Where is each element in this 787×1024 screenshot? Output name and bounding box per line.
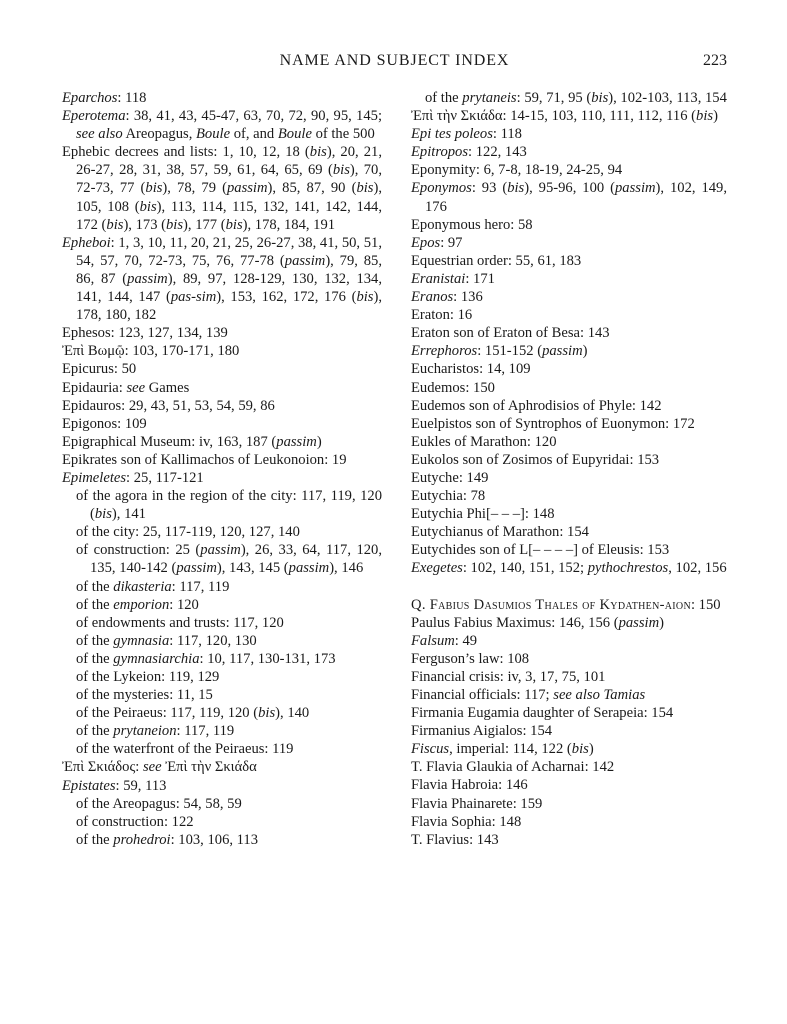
entry-text: T. Flavia Glaukia of Acharnai: 142: [411, 759, 615, 776]
entry-text: : 38, 41, 43, 45-47, 63, 70, 72, 90, 95, 145;: [125, 108, 382, 125]
index-subentry: [62, 487, 382, 523]
entry-text: Eukles of Marathon: 120: [411, 433, 557, 450]
index-entry: [62, 433, 382, 451]
entry-text: Epikrates son of Kallimachos of Leukonoion: 19: [62, 451, 347, 468]
italic-term: bis: [106, 216, 124, 233]
index-entry: [411, 360, 727, 378]
entry-text: Eudemos: 150: [411, 379, 495, 396]
index-entry: [411, 125, 727, 143]
entry-text: of the: [76, 723, 114, 740]
index-entry: [411, 758, 727, 776]
entry-text: Financial officials: 117;: [411, 687, 554, 703]
entry-text: ), 26, 33, 64, 117, 120, 135, 140-142 (: [90, 542, 382, 577]
italic-term: see also Tamias: [553, 687, 646, 703]
entry-text: Ferguson’s law: 108: [411, 650, 530, 667]
italic-term: Fiscus: [411, 741, 450, 758]
index-entry: [62, 89, 382, 107]
entry-text: of the: [425, 90, 463, 106]
entry-text: ): [713, 108, 718, 125]
index-entry: [411, 179, 727, 215]
index-entry: [411, 776, 727, 794]
entry-text: of the city: 25, 117-119, 120, 127, 140: [76, 524, 300, 541]
index-column-right: [411, 89, 727, 849]
entry-text: : 117, 119: [176, 723, 235, 740]
index-entry: [411, 161, 727, 179]
entry-text: : 59, 113: [115, 777, 167, 794]
italic-term: bis: [571, 741, 589, 758]
italic-term: passim: [226, 180, 268, 197]
index-entry: [411, 270, 727, 288]
index-entry: [62, 469, 382, 487]
index-entry: [411, 559, 727, 577]
index-entry: [62, 777, 382, 795]
entry-text: Firmanius Aigialos: 154: [411, 723, 553, 740]
index-entry: [411, 397, 727, 415]
entry-text: Eutyche: 149: [411, 469, 489, 486]
index-entry: [62, 107, 382, 143]
italic-term: Eparchos: [62, 90, 118, 106]
entry-text: : 97: [440, 234, 463, 251]
index-subentry: [62, 831, 382, 849]
index-entry: [411, 740, 727, 758]
index-entry: [411, 632, 727, 650]
index-subentry: [62, 596, 382, 614]
italic-term: see: [142, 759, 162, 776]
entry-text: ), 113, 114, 115, 132, 141, 142, 144, 172 (: [76, 198, 382, 233]
italic-term: bis: [94, 506, 112, 523]
entry-text: Areopagus,: [122, 126, 196, 143]
italic-term: bis: [696, 108, 714, 125]
italic-term: bis: [356, 289, 374, 306]
entry-text: : 93 (: [471, 180, 508, 197]
entry-text: Eutychia: 78: [411, 488, 486, 505]
index-entry: [411, 650, 727, 668]
entry-text: Equestrian order: 55, 61, 183: [411, 252, 582, 269]
entry-text: : 1, 3, 10, 11, 20, 21, 25, 26-27, 38, 41, 50, 51, 54, 57, 70, 72-73, 75, 76, 77-78 (: [76, 234, 382, 269]
entry-text: Epigraphical Museum: iv, 163, 187 (: [62, 433, 277, 450]
italic-term: bis: [309, 144, 327, 161]
entry-text: of the: [76, 650, 114, 667]
entry-text: : 49: [454, 632, 478, 649]
index-entry: [411, 795, 727, 813]
index-subentry: [62, 523, 382, 541]
entry-text: : 103, 106, 113: [170, 831, 259, 848]
index-column-left: [62, 89, 382, 849]
italic-term: Eponymos: [411, 180, 472, 197]
entry-text: : 25, 117-121: [126, 469, 204, 486]
index-subentry: [62, 722, 382, 740]
italic-term: Eranos: [411, 289, 454, 306]
entry-text: Paulus Fabius Maximus: 146, 156 (: [411, 614, 619, 631]
entry-text: Ἐπὶ τὴν Σκιάδα: 14-15, 103, 110, 111, 112, 116 (: [411, 108, 697, 125]
entry-text: Firmania Eugamia daughter of Serapeia: 154: [411, 705, 674, 722]
italic-term: passim: [615, 180, 656, 197]
italic-term: bis: [139, 198, 157, 215]
entry-text: : 118: [492, 126, 522, 143]
italic-term: passim: [276, 433, 317, 450]
index-entry: [62, 451, 382, 469]
index-entry: [411, 813, 727, 831]
index-entry: [411, 541, 727, 559]
entry-text: of construction: 122: [76, 813, 194, 830]
index-entry: [411, 379, 727, 397]
italic-term: passim: [200, 542, 241, 559]
entry-text: Eukolos son of Zosimos of Eupyridai: 153: [411, 451, 660, 468]
entry-text: Eudemos son of Aphrodisios of Phyle: 142: [411, 397, 662, 414]
entry-text: ), 177 (: [183, 216, 226, 233]
index-entry: [411, 306, 727, 324]
entry-text: of the: [76, 596, 114, 613]
entry-text: of the Peiraeus: 117, 119, 120 (: [76, 705, 259, 722]
index-entry: [411, 722, 727, 740]
italic-term: see also: [76, 126, 123, 143]
entry-text: of the Areopagus: 54, 58, 59: [76, 795, 242, 812]
italic-term: Eperotema: [62, 108, 126, 125]
entry-text: Euelpistos son of Syntrophos of Euonymon: 172: [411, 415, 695, 432]
index-entry: [62, 143, 382, 233]
index-subentry: [62, 578, 382, 596]
entry-text: : 117, 120, 130: [169, 632, 257, 649]
italic-term: dikasteria: [113, 578, 172, 595]
italic-term: Epheboi: [62, 234, 111, 251]
entry-text: of the waterfront of the Peiraeus: 119: [76, 741, 294, 758]
entry-text: : 117, 119: [171, 578, 230, 595]
index-subentry: [62, 541, 382, 577]
entry-text: ), 102-103, 113, 154: [608, 90, 727, 106]
index-subentry: [62, 813, 382, 831]
italic-term: bis: [145, 180, 163, 197]
entry-text: Flavia Sophia: 148: [411, 813, 522, 830]
entry-text: T. Flavius: 143: [411, 831, 499, 848]
italic-term: Epistates: [62, 777, 116, 794]
italic-term: emporion: [113, 596, 170, 613]
index-entry: [411, 107, 727, 125]
italic-term: bis: [225, 216, 243, 233]
entry-text: : 136: [453, 289, 483, 306]
italic-term: Epimeletes: [62, 469, 127, 486]
index-entry: [411, 342, 727, 360]
entry-text: ), 173 (: [123, 216, 166, 233]
entry-text: ), 79, 85, 86, 87 (: [76, 252, 383, 287]
index-entry: [411, 143, 727, 161]
italic-term: gymnasia: [113, 632, 170, 649]
italic-term: bis: [591, 90, 609, 106]
index-entry: [62, 234, 382, 324]
entry-text: : 102, 140, 151, 152;: [462, 560, 588, 577]
entry-text: of the mysteries: 11, 15: [76, 687, 213, 704]
entry-text: ), 153, 162, 172, 176 (: [216, 289, 357, 306]
entry-text: ), 89, 97, 128-129, 130, 132, 134, 141, 144, 147 (: [76, 270, 383, 306]
index-entry: [411, 487, 727, 505]
entry-text: : 118: [117, 90, 147, 106]
entry-text: Games: [145, 379, 190, 396]
entry-text: ), 146: [329, 560, 364, 577]
index-subentry: [62, 614, 382, 632]
italic-term: Boule: [277, 126, 312, 143]
index-entry: [411, 324, 727, 342]
entry-text: : 120: [169, 596, 199, 613]
index-entry: [62, 415, 382, 433]
entry-text: , 102, 156: [668, 560, 727, 577]
index-entry: [62, 324, 382, 342]
index-subentry: [62, 650, 382, 668]
entry-text: Ἐπὶ Σκιάδος:: [62, 759, 143, 776]
italic-term: Epi tes poleos: [411, 126, 493, 143]
entry-text: ), 102, 149, 176: [425, 180, 728, 215]
entry-text: ), 140: [275, 705, 310, 722]
index-entry: [411, 831, 727, 849]
italic-term: Falsum: [411, 632, 455, 649]
italic-term: passim: [288, 560, 330, 577]
italic-term: bis: [166, 216, 184, 233]
entry-text: Flavia Phainarete: 159: [411, 795, 543, 812]
entry-text: of the Lykeion: 119, 129: [76, 669, 220, 685]
index-entry: [411, 505, 727, 523]
index-entry: [62, 360, 382, 378]
entry-text: of endowments and trusts: 117, 120: [76, 614, 284, 631]
entry-text: : 171: [465, 270, 495, 287]
entry-text: ): [582, 343, 588, 360]
index-entry: [411, 451, 727, 469]
entry-text: Eutychianus of Marathon: 154: [411, 524, 589, 541]
entry-text: Epidauria:: [62, 379, 127, 396]
entry-text: Eutychia Phi[– – –]: 148: [411, 506, 555, 523]
index-entry: [411, 234, 727, 252]
entry-text: Epicurus: 50: [62, 361, 137, 378]
italic-term: passim: [127, 270, 168, 287]
entry-text: : 10, 117, 130-131, 173: [199, 650, 336, 667]
entry-text: Eucharistos: 14, 109: [411, 361, 531, 378]
index-subentry: [62, 686, 382, 704]
page-header: [62, 52, 727, 76]
entry-text: of the: [76, 632, 114, 649]
index-entry: [62, 758, 382, 776]
entry-text: ), 178, 180, 182: [76, 289, 382, 324]
entry-text: Eutychides son of L[– – – –] of Eleusis: 153: [411, 542, 670, 559]
index-entry: [411, 469, 727, 487]
entry-text: of the: [76, 578, 114, 595]
entry-text: Financial crisis: iv, 3, 17, 75, 101: [411, 668, 606, 685]
entry-text: Epigonos: 109: [62, 415, 147, 432]
entry-text: Eponymity: 6, 7-8, 18-19, 24-25, 94: [411, 162, 623, 179]
index-entry: [62, 397, 382, 415]
entry-text: Eraton son of Eraton of Besa: 143: [411, 325, 610, 342]
entry-text: of the: [76, 831, 114, 848]
index-entry: [411, 704, 727, 722]
entry-text: : 151-152 (: [477, 343, 543, 360]
italic-term: bis: [332, 162, 350, 179]
running-head-title: NAME AND SUBJECT INDEX: [279, 52, 510, 69]
entry-text: Ἐπὶ τὴν Σκιάδα: [161, 759, 257, 776]
entry-text: Ephesos: 123, 127, 134, 139: [62, 325, 228, 342]
entry-text: of construction: 25 (: [76, 542, 201, 559]
index-subentry: [62, 668, 382, 686]
entry-text: : 150: [690, 596, 721, 613]
entry-text: ), 95-96, 100 (: [524, 180, 615, 197]
entry-text: ), 178, 184, 191: [242, 216, 336, 233]
index-entry: [411, 415, 727, 433]
entry-text: : 59, 71, 95 (: [516, 90, 592, 106]
index-subentry: [62, 704, 382, 722]
italic-term: bis: [507, 180, 525, 197]
italic-term: Exegetes: [411, 560, 463, 577]
entry-text: Eponymous hero: 58: [411, 216, 533, 233]
entry-text: Eraton: 16: [411, 307, 473, 324]
index-entry: [411, 433, 727, 451]
entry-text: ): [316, 433, 322, 450]
italic-term: Errephoros: [411, 343, 478, 360]
italic-term: bis: [258, 705, 276, 722]
italic-term: see: [126, 379, 146, 396]
index-entry: [411, 614, 727, 632]
index-entry: [411, 596, 727, 614]
index-subentry: [62, 740, 382, 758]
italic-term: pythochrestos: [587, 560, 669, 577]
entry-text: ), 20, 21, 26-27, 28, 31, 38, 57, 59, 61, 64, 65, 69 (: [76, 144, 382, 179]
italic-term: prytaneis: [462, 90, 517, 106]
entry-text: ), 78, 79 (: [162, 180, 227, 197]
index-entry: [411, 523, 727, 541]
italic-term: Epos: [411, 234, 441, 251]
entry-text: ), 85, 87, 90 (: [267, 180, 357, 197]
index-subentry: [62, 795, 382, 813]
entry-text: of the agora in the region of the city: 117, 119, 120 (: [76, 488, 382, 523]
index-entry: [411, 668, 727, 686]
entry-text: Ἐπὶ Βωμῷ: 103, 170-171, 180: [62, 343, 240, 360]
index-entry: [411, 686, 727, 704]
entry-text: ), 143, 145 (: [216, 560, 289, 577]
index-entry: [62, 342, 382, 360]
entry-text: Q. Fabius Dasumios Thales of Kydathen-aion: [411, 596, 691, 613]
entry-text: of, and: [230, 126, 278, 143]
entry-text: : 122, 143: [468, 144, 527, 161]
entry-text: ): [659, 614, 664, 631]
entry-text: of the 500: [311, 126, 375, 143]
italic-term: passim: [284, 252, 326, 269]
entry-text: ), 105, 108 (: [76, 180, 382, 215]
index-entry: [62, 379, 382, 397]
italic-term: prohedroi: [113, 831, 171, 848]
entry-text: ), 141: [111, 506, 146, 523]
italic-term: Boule: [196, 126, 231, 143]
index-subentry: [62, 632, 382, 650]
entry-text: ), 70, 72-73, 77 (: [76, 162, 382, 197]
italic-term: passim: [618, 614, 660, 631]
entry-text: ): [588, 741, 594, 758]
entry-text: Ephebic decrees and lists: 1, 10, 12, 18 (: [62, 144, 310, 161]
index-entry: [411, 288, 727, 306]
italic-term: prytaneion: [113, 723, 177, 740]
italic-term: pas-sim: [170, 289, 217, 306]
italic-term: Epitropos: [411, 144, 469, 161]
page-number: 223: [703, 52, 727, 69]
index-entry: [411, 252, 727, 270]
italic-term: gymnasiarchia: [113, 650, 200, 667]
italic-term: bis: [356, 180, 374, 197]
index-subentry: [411, 89, 727, 107]
entry-text: Flavia Habroia: 146: [411, 777, 528, 794]
entry-text: , imperial: 114, 122 (: [449, 741, 572, 758]
entry-text: Epidauros: 29, 43, 51, 53, 54, 59, 86: [62, 397, 275, 414]
italic-term: passim: [176, 560, 217, 577]
index-entry: [411, 216, 727, 234]
italic-term: Eranistai: [411, 270, 466, 287]
italic-term: passim: [542, 343, 583, 360]
